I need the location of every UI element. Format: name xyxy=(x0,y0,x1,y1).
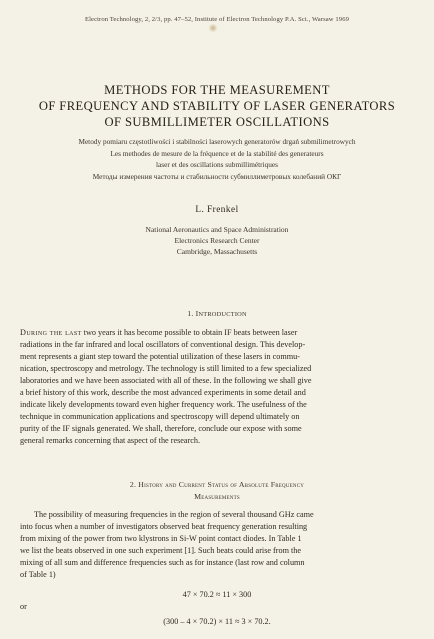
affiliation-line: National Aeronautics and Space Administration xyxy=(145,225,289,234)
author-affiliation xyxy=(0,224,434,257)
title-french-1: Les methodes de mesure de la fréquence et de la stabilité des generateurs xyxy=(110,148,324,158)
title-polish: Metody pomiaru częstotliwości i stabilności laserowych generatorów drgań submilimetrowych xyxy=(78,137,356,146)
section-2-heading xyxy=(0,479,434,503)
equation-1: 47 × 70.2 ≈ 11 × 300 xyxy=(182,590,252,599)
translated-titles xyxy=(0,136,434,182)
section-number: 1. xyxy=(187,309,194,318)
title-line-3: OF SUBMILLIMETER OSCILLATIONS xyxy=(104,115,330,129)
section-1-heading xyxy=(0,309,434,318)
section-2-paragraph xyxy=(20,509,422,581)
affiliation-line: Cambridge, Massachusetts xyxy=(176,247,258,256)
paragraph-line: into focus when a number of investigators observed beat frequency generation resulting xyxy=(20,522,308,531)
section-1-paragraph xyxy=(20,327,422,447)
section-heading-rest: NTRODUCTION xyxy=(198,311,247,318)
paragraph-line: a brief history of this work, describe the most advanced experiments in some detail and xyxy=(20,388,306,397)
section-2-heading-line-2: Measurements xyxy=(194,492,240,502)
paragraph-line: of Table 1) xyxy=(20,570,56,579)
paragraph-line: During the last two years it has become possible to obtain IF beats between laser xyxy=(20,328,298,337)
paragraph-line: radiations in the far infrared and local oscillators of conventional design. This develop- xyxy=(20,340,306,349)
title-line-2: OF FREQUENCY AND STABILITY OF LASER GENERATORS xyxy=(38,99,396,113)
paragraph-line: mixing of all sum and difference frequencies such as for instance (last row and column xyxy=(20,558,305,567)
paragraph-line: purity of the IF signals generated. We shall, therefore, conclude our expose with some xyxy=(20,424,302,433)
equation-2: (300 – 4 × 70.2) × 11 ≈ 3 × 70.2. xyxy=(163,617,271,626)
or-connector: or xyxy=(20,602,27,611)
author-name: L. Frenkel xyxy=(195,204,239,214)
section-2-heading-line-1: 2. History and Current Status of Absolute Frequency xyxy=(129,480,305,489)
title-french-2: laser et des oscillations submillimétriques xyxy=(156,160,278,169)
paper-title xyxy=(0,82,434,130)
paragraph-line: technique in communication applications and spectroscopy will depend ultimately on xyxy=(20,412,300,421)
paragraph-opening-words: During the last xyxy=(20,328,82,337)
paragraph-line: we list the beats observed in one such experiment [1]. Such beats could arise from the xyxy=(20,546,302,555)
section-heading-initial: I xyxy=(195,309,199,318)
paragraph-line: from mixing of the power from two klystrons in Si-W point contact diodes. In Table 1 xyxy=(20,534,302,543)
title-russian: Методы измерения частоты и стабильности субмиллиметровых колебаний ОКГ xyxy=(92,171,342,181)
paragraph-line: general remarks concerning that aspect of the research. xyxy=(20,436,201,445)
title-line-1: METHODS FOR THE MEASUREMENT xyxy=(104,83,330,97)
ink-smudge xyxy=(208,24,218,32)
paragraph-line: nication, spectroscopy and metrology. The technology is still limited to a few specialized xyxy=(20,364,312,373)
paragraph-line: indicate likely developments toward even higher frequency work. The usefulness of the xyxy=(20,400,307,409)
affiliation-line: Electronics Research Center xyxy=(174,236,260,245)
paragraph-line: The possibility of measuring frequencies in the region of several thousand GHz came xyxy=(34,510,314,519)
paragraph-line: ment represents a giant step toward the potential utilization of these lasers in commu- xyxy=(20,352,300,361)
journal-citation: Electron Technology, 2, 2/3, pp. 47–52, Institute of Electron Technology P.A. Sci., Warsaw 1969 xyxy=(85,16,349,23)
paragraph-line: laboratories and we have been associated with all of these. In the following we shall give xyxy=(20,376,312,385)
